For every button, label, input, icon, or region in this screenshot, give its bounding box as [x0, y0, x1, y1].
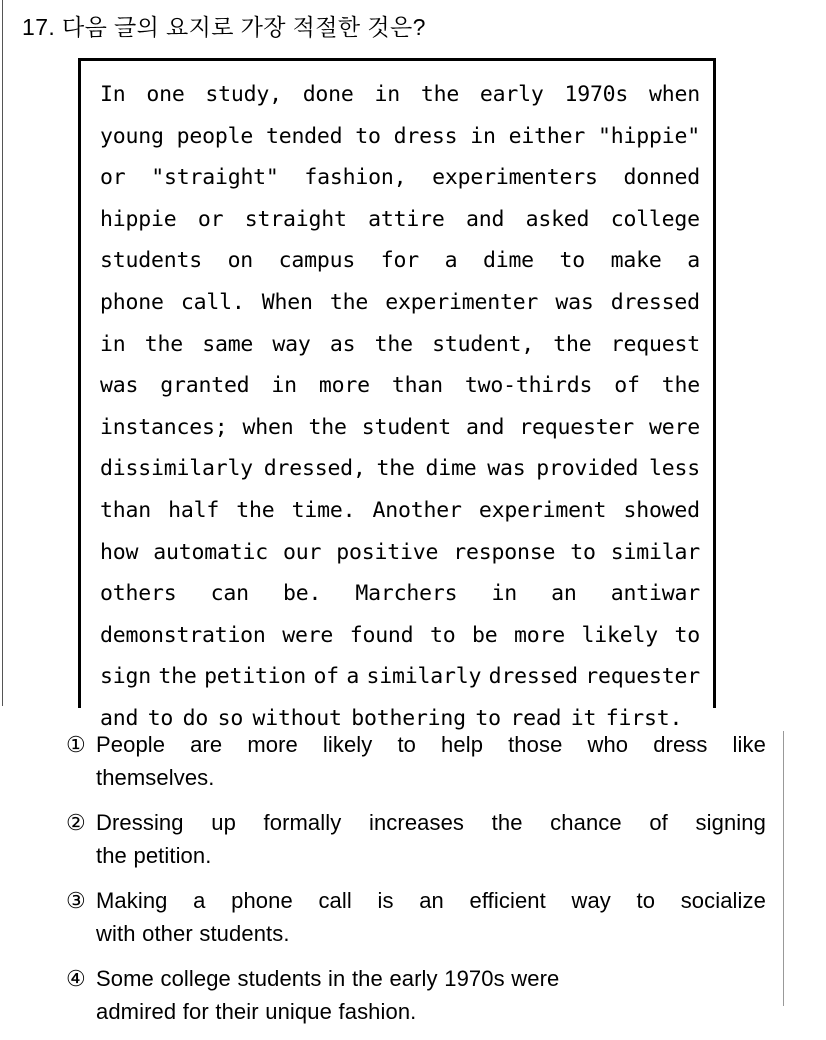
word: dressed	[610, 289, 700, 315]
word: their	[215, 999, 259, 1024]
word: help	[441, 732, 484, 757]
word: make	[610, 248, 662, 274]
word: Another	[372, 497, 462, 523]
word: call	[318, 888, 352, 913]
word: Dressing	[96, 810, 184, 835]
word: an	[551, 581, 577, 607]
word: of	[614, 373, 640, 399]
word: up	[211, 810, 236, 835]
word: formally	[263, 810, 342, 835]
word: time.	[291, 497, 356, 523]
word: college	[610, 206, 700, 232]
choice-text	[96, 806, 766, 872]
choice-marker-icon: ④	[66, 966, 86, 991]
word: in	[328, 966, 346, 991]
text-line	[100, 365, 700, 407]
word: phone	[100, 289, 164, 315]
word: When	[261, 289, 313, 315]
word: response	[453, 539, 556, 565]
text-line	[100, 490, 700, 532]
word: the	[351, 966, 383, 991]
word: for	[182, 999, 209, 1024]
word: a	[193, 888, 206, 913]
word: without	[252, 705, 342, 731]
word: a	[687, 248, 700, 274]
word: the	[376, 456, 415, 482]
text-line	[100, 448, 700, 490]
word: the	[308, 414, 347, 440]
word: People	[96, 732, 166, 757]
word: way	[571, 888, 611, 913]
word: for	[380, 248, 419, 274]
word: in	[470, 123, 496, 149]
word: be.	[282, 581, 322, 607]
word: unique	[265, 999, 332, 1024]
text-line	[100, 282, 700, 324]
word: than	[391, 373, 443, 399]
word: less	[648, 456, 700, 482]
word: found	[349, 622, 414, 648]
right-page-rule	[783, 731, 784, 1006]
question-stem: 17. 다음 글의 요지로 가장 적절한 것은?	[22, 14, 426, 40]
word: how	[100, 539, 139, 565]
word: 1970s	[444, 966, 505, 991]
answer-choice-1[interactable]	[66, 728, 766, 794]
word: early	[479, 82, 544, 107]
word: more	[513, 622, 565, 648]
word: increases	[368, 810, 465, 835]
word: other	[142, 921, 193, 946]
answer-choice-2[interactable]	[66, 806, 766, 872]
text-line	[96, 884, 766, 917]
word: 1970s	[564, 82, 629, 107]
word: the	[420, 82, 460, 107]
word: to	[355, 123, 381, 149]
word: to	[147, 705, 174, 731]
word: fashion,	[304, 165, 407, 191]
word: it	[570, 705, 597, 731]
word: or	[197, 206, 224, 232]
text-line	[96, 761, 766, 794]
text-line	[100, 240, 700, 282]
text-line	[100, 157, 700, 199]
text-line	[100, 74, 700, 116]
word: students	[237, 966, 322, 991]
word: dressed	[488, 664, 578, 690]
word: positive	[336, 539, 439, 565]
word: attire	[368, 206, 445, 232]
word: to	[636, 888, 656, 913]
word: chance	[550, 810, 622, 835]
passage-box	[78, 58, 716, 731]
word: likely	[322, 732, 373, 757]
word: students.	[199, 921, 290, 946]
word: experimenters	[432, 165, 598, 191]
word: who	[587, 732, 629, 757]
word: like	[732, 732, 766, 757]
text-line	[100, 615, 700, 657]
word: a	[346, 664, 360, 690]
word: experimenter	[385, 289, 539, 315]
choice-marker-icon: ②	[66, 810, 86, 835]
text-line	[100, 532, 700, 574]
word: dissimilarly	[100, 456, 253, 482]
word: to	[429, 622, 456, 648]
word: "hippie"	[598, 123, 700, 149]
text-line	[96, 962, 766, 995]
word: were	[649, 414, 700, 440]
word: provided	[536, 456, 639, 482]
word: dime	[425, 456, 477, 482]
word: efficient	[469, 888, 546, 913]
word: call.	[180, 289, 245, 315]
text-line	[100, 407, 700, 449]
word: the	[661, 373, 700, 399]
word: and	[466, 414, 505, 440]
word: bothering	[351, 705, 466, 731]
word: the	[374, 331, 413, 357]
choice-marker-icon: ③	[66, 888, 86, 913]
word: antiwar	[610, 581, 700, 607]
text-line	[96, 806, 766, 839]
word: petition.	[133, 843, 212, 868]
word: student,	[432, 331, 535, 357]
word: request	[610, 331, 700, 357]
word: a	[444, 248, 458, 274]
word: experiment	[478, 497, 607, 523]
answer-choice-list	[66, 728, 766, 1040]
word: Some	[96, 966, 154, 991]
text-line	[100, 656, 700, 698]
word: others	[100, 581, 177, 607]
word: way	[272, 331, 311, 357]
word: as	[329, 331, 356, 357]
word: can	[210, 581, 249, 607]
word: in	[491, 581, 517, 607]
word: read	[510, 705, 562, 731]
choice-text	[96, 884, 766, 950]
text-line	[100, 199, 700, 241]
word: admired	[96, 999, 177, 1024]
word: asked	[525, 206, 590, 232]
word: the	[553, 331, 592, 357]
word: when	[649, 82, 700, 107]
text-line	[100, 324, 700, 366]
word: donned	[623, 165, 700, 191]
text-line	[96, 995, 766, 1028]
word: two-thirds	[464, 373, 593, 399]
word: either	[508, 123, 586, 149]
word: those	[508, 732, 563, 757]
word: an	[419, 888, 444, 913]
word: demonstration	[100, 622, 266, 648]
choice-text	[96, 728, 766, 794]
word: were	[282, 622, 334, 648]
word: and	[465, 206, 505, 232]
word: done	[302, 82, 354, 107]
word: Making	[96, 888, 168, 913]
word: "straight"	[151, 165, 279, 191]
word: in	[271, 373, 297, 399]
word: more	[247, 732, 298, 757]
word: likely	[581, 622, 658, 648]
word: so	[217, 705, 244, 731]
word: the	[96, 843, 127, 868]
word: same	[202, 331, 254, 357]
word: hippie	[100, 206, 177, 232]
word: sign	[100, 664, 151, 690]
word: or	[100, 165, 126, 191]
word: study,	[205, 82, 282, 107]
text-line	[96, 839, 766, 872]
word: tended	[265, 123, 343, 149]
left-page-rule	[2, 0, 3, 706]
word: instances;	[100, 414, 228, 440]
word: to	[475, 705, 501, 731]
word: similar	[610, 539, 700, 565]
word: of	[649, 810, 668, 835]
word: first.	[605, 705, 683, 731]
word: phone	[231, 888, 293, 913]
word: showed	[623, 497, 700, 523]
word: students	[100, 248, 202, 274]
word: In	[100, 82, 126, 107]
word: to	[559, 248, 586, 274]
word: than	[100, 497, 151, 523]
word: similarly	[366, 664, 482, 690]
word: the	[329, 289, 369, 315]
word: straight	[244, 206, 347, 232]
word: dressed,	[263, 456, 366, 482]
word: automatic	[153, 539, 268, 565]
word: themselves.	[96, 765, 215, 790]
word: are	[190, 732, 223, 757]
word: early	[389, 966, 438, 991]
word: and	[100, 705, 139, 731]
word: in	[100, 331, 126, 357]
word: was	[487, 456, 526, 482]
word: when	[242, 414, 294, 440]
word: do	[182, 705, 209, 731]
word: requester	[519, 414, 634, 440]
word: Marchers	[355, 581, 458, 607]
word: to	[674, 622, 700, 648]
word: the	[491, 810, 523, 835]
word: college	[160, 966, 231, 991]
word: requester	[585, 664, 700, 690]
word: granted	[160, 373, 250, 399]
word: in	[374, 82, 400, 107]
word: dress	[653, 732, 708, 757]
text-line	[96, 728, 766, 761]
word: student	[361, 414, 451, 440]
word: to	[397, 732, 416, 757]
choice-text	[96, 962, 766, 1028]
word: one	[146, 82, 185, 107]
word: campus	[278, 248, 356, 274]
text-line	[100, 573, 700, 615]
text-line	[96, 917, 766, 950]
word: young	[100, 123, 164, 149]
word: were	[511, 966, 560, 991]
word: on	[227, 248, 254, 274]
word: people	[176, 123, 254, 149]
word: be	[471, 622, 498, 648]
answer-choice-4[interactable]	[66, 962, 766, 1028]
word: dime	[482, 248, 534, 274]
word: with	[96, 921, 136, 946]
word: dress	[393, 123, 458, 149]
word: more	[318, 373, 370, 399]
word: of	[313, 664, 339, 690]
word: half	[168, 497, 220, 523]
word: the	[144, 331, 183, 357]
word: the	[158, 664, 197, 690]
word: was	[555, 289, 594, 315]
word: signing	[695, 810, 766, 835]
answer-choice-3[interactable]	[66, 884, 766, 950]
word: was	[100, 373, 139, 399]
passage-text	[100, 74, 700, 740]
word: is	[377, 888, 394, 913]
word: to	[570, 539, 596, 565]
word: fashion.	[338, 999, 417, 1024]
word: our	[283, 539, 322, 565]
choice-marker-icon: ①	[66, 732, 86, 757]
text-line	[100, 116, 700, 158]
word: the	[236, 497, 275, 523]
word: socialize	[680, 888, 766, 913]
word: petition	[204, 664, 307, 690]
